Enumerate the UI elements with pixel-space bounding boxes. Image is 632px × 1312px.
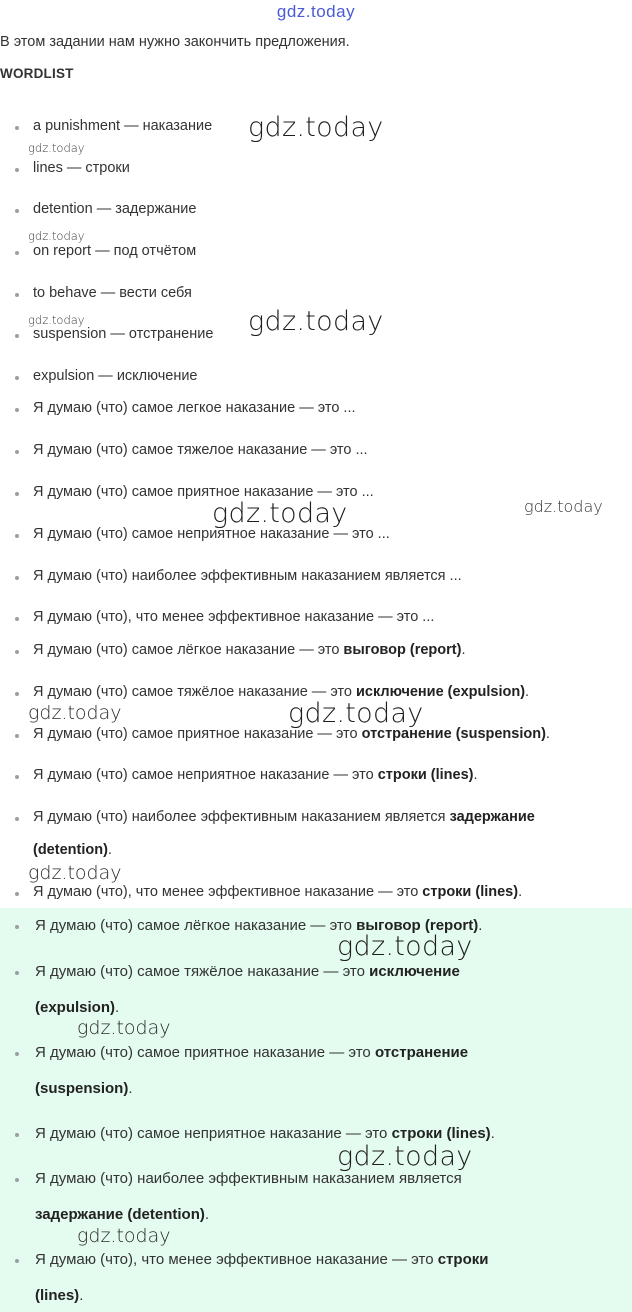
- watermark: gdz.today: [28, 862, 122, 884]
- bullet-icon: [15, 376, 19, 380]
- final-answer-continuation: задержание (detention).: [35, 1206, 210, 1223]
- watermark: gdz.today: [28, 229, 85, 243]
- bullet-icon: [15, 251, 19, 255]
- bullet-icon: [15, 576, 19, 580]
- final-answer-continuation: (expulsion).: [35, 999, 120, 1016]
- watermark: gdz.today: [28, 702, 122, 724]
- wordlist-heading: WORDLIST: [0, 66, 74, 81]
- site-logo[interactable]: gdz.today: [276, 2, 356, 21]
- bullet-icon: [15, 293, 19, 297]
- watermark: gdz.today: [28, 313, 85, 327]
- bullet-icon: [15, 817, 19, 821]
- bullet-icon: [15, 734, 19, 738]
- watermark: gdz.today: [248, 306, 384, 337]
- final-answer-continuation: (lines).: [35, 1287, 84, 1304]
- bullet-icon: [15, 617, 19, 621]
- bullet-icon: [15, 650, 19, 654]
- watermark: gdz.today: [337, 931, 473, 962]
- bullet-icon: [15, 971, 19, 975]
- bullet-icon: [15, 925, 19, 929]
- watermark: gdz.today: [77, 1225, 171, 1247]
- watermark: gdz.today: [288, 698, 424, 729]
- bullet-icon: [15, 168, 19, 172]
- bullet-icon: [15, 534, 19, 538]
- intro-text: В этом задании нам нужно закончить предложения.: [0, 34, 350, 50]
- watermark: gdz.today: [212, 498, 348, 529]
- bullet-icon: [15, 408, 19, 412]
- bullet-icon: [15, 126, 19, 130]
- bullet-icon: [15, 492, 19, 496]
- bullet-icon: [15, 1052, 19, 1056]
- bullet-icon: [15, 334, 19, 338]
- bullet-icon: [15, 1178, 19, 1182]
- watermark: gdz.today: [77, 1017, 171, 1039]
- watermark: gdz.today: [248, 112, 384, 143]
- final-answer-continuation: (suspension).: [35, 1080, 133, 1097]
- bullet-icon: [15, 892, 19, 896]
- watermark: gdz.today: [28, 141, 85, 155]
- bullet-icon: [15, 692, 19, 696]
- bullet-icon: [15, 209, 19, 213]
- bullet-icon: [15, 775, 19, 779]
- watermark: gdz.today: [337, 1141, 473, 1172]
- bullet-icon: [15, 1259, 19, 1263]
- bullet-icon: [15, 450, 19, 454]
- bullet-icon: [15, 1133, 19, 1137]
- answer-continuation: (detention).: [33, 842, 112, 858]
- watermark: gdz.today: [524, 497, 603, 516]
